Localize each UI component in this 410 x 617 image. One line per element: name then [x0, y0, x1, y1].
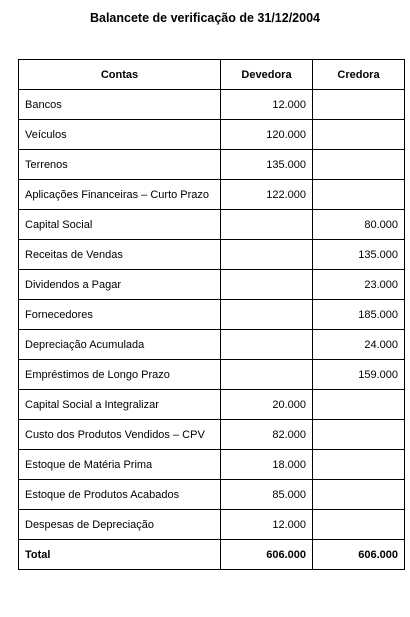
account-cell: Receitas de Vendas	[19, 240, 221, 270]
account-cell: Terrenos	[19, 150, 221, 180]
account-cell: Estoque de Produtos Acabados	[19, 480, 221, 510]
table-row	[19, 150, 405, 180]
header-accounts: Contas	[19, 60, 221, 90]
trial-balance-table	[18, 59, 405, 570]
total-label: Total	[19, 540, 221, 570]
table-row	[19, 390, 405, 420]
table-header-row	[19, 60, 405, 90]
account-cell: Bancos	[19, 90, 221, 120]
debit-cell	[221, 210, 313, 240]
debit-cell: 120.000	[221, 120, 313, 150]
account-cell: Estoque de Matéria Prima	[19, 450, 221, 480]
table-row	[19, 330, 405, 360]
account-cell: Custo dos Produtos Vendidos – CPV	[19, 420, 221, 450]
total-credit: 606.000	[313, 540, 405, 570]
debit-cell: 12.000	[221, 90, 313, 120]
credit-cell: 159.000	[313, 360, 405, 390]
header-debit: Devedora	[221, 60, 313, 90]
table-row	[19, 480, 405, 510]
credit-cell: 185.000	[313, 300, 405, 330]
credit-cell: 24.000	[313, 330, 405, 360]
credit-cell: 80.000	[313, 210, 405, 240]
table-row	[19, 180, 405, 210]
account-cell: Despesas de Depreciação	[19, 510, 221, 540]
debit-cell: 85.000	[221, 480, 313, 510]
table-row	[19, 360, 405, 390]
total-row	[19, 540, 405, 570]
account-cell: Veículos	[19, 120, 221, 150]
account-cell: Empréstimos de Longo Prazo	[19, 360, 221, 390]
credit-cell	[313, 480, 405, 510]
table-row	[19, 210, 405, 240]
account-cell: Aplicações Financeiras – Curto Prazo	[19, 180, 221, 210]
header-credit: Credora	[313, 60, 405, 90]
table-row	[19, 420, 405, 450]
debit-cell: 122.000	[221, 180, 313, 210]
debit-cell: 82.000	[221, 420, 313, 450]
account-cell: Depreciação Acumulada	[19, 330, 221, 360]
debit-cell: 20.000	[221, 390, 313, 420]
account-cell: Fornecedores	[19, 300, 221, 330]
debit-cell	[221, 360, 313, 390]
debit-cell: 135.000	[221, 150, 313, 180]
table-row	[19, 240, 405, 270]
credit-cell	[313, 510, 405, 540]
credit-cell: 135.000	[313, 240, 405, 270]
account-cell: Capital Social	[19, 210, 221, 240]
debit-cell: 12.000	[221, 510, 313, 540]
credit-cell	[313, 90, 405, 120]
credit-cell	[313, 180, 405, 210]
table-row	[19, 270, 405, 300]
document-title: Balancete de verificação de 31/12/2004	[89, 11, 320, 25]
credit-cell: 23.000	[313, 270, 405, 300]
total-debit: 606.000	[221, 540, 313, 570]
table-row	[19, 120, 405, 150]
debit-cell	[221, 300, 313, 330]
account-cell: Capital Social a Integralizar	[19, 390, 221, 420]
credit-cell	[313, 450, 405, 480]
credit-cell	[313, 390, 405, 420]
table-row	[19, 450, 405, 480]
debit-cell: 18.000	[221, 450, 313, 480]
debit-cell	[221, 270, 313, 300]
debit-cell	[221, 240, 313, 270]
credit-cell	[313, 120, 405, 150]
credit-cell	[313, 420, 405, 450]
account-cell: Dividendos a Pagar	[19, 270, 221, 300]
debit-cell	[221, 330, 313, 360]
table-row	[19, 510, 405, 540]
table-row	[19, 90, 405, 120]
credit-cell	[313, 150, 405, 180]
table-row	[19, 300, 405, 330]
